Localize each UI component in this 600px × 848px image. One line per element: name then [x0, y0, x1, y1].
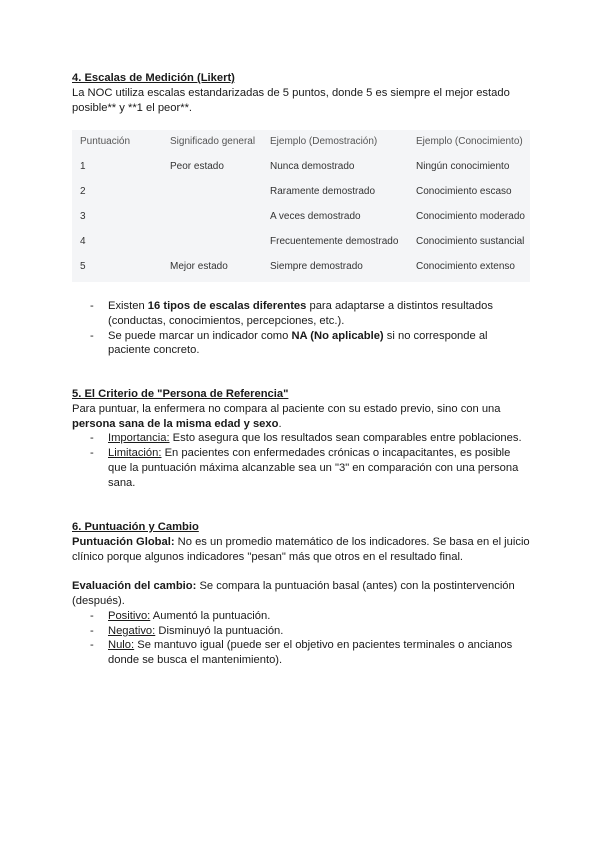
table-header-cell: Ejemplo (Conocimiento): [416, 136, 523, 148]
table-header-row: [72, 130, 530, 155]
table-cell: Nunca demostrado: [270, 161, 355, 173]
section-reference-person: [72, 387, 532, 491]
paragraph-text: No es un promedio matemático de los indicadores. Se basa en el juicio clínico porque algunos indicadores "pesan" más que otros en el resultado final.: [72, 535, 530, 563]
list-item-text: si no corresponde al paciente concreto.: [108, 329, 488, 357]
table-cell: Conocimiento moderado: [416, 211, 525, 223]
table-cell: A veces demostrado: [270, 211, 361, 223]
table-header-cell: Puntuación: [80, 136, 131, 148]
list-item-label: Importancia:: [108, 432, 170, 445]
table-cell: Siempre demostrado: [270, 261, 363, 273]
list-item-emphasis: NA (No aplicable): [291, 329, 384, 342]
list-item: [72, 638, 532, 668]
section-intro: [72, 402, 532, 432]
table-cell: 1: [80, 161, 86, 173]
intro-emphasis: persona sana de la misma edad y sexo: [72, 417, 279, 430]
list-item: [72, 329, 532, 359]
paragraph-label: Evaluación del cambio:: [72, 580, 197, 593]
table-cell: [170, 180, 270, 205]
list-item-label: Positivo:: [108, 609, 151, 622]
likert-table: [72, 130, 530, 282]
list-item: [72, 609, 532, 624]
table-cell: [170, 230, 270, 255]
paragraph-label: Puntuación Global:: [72, 535, 175, 548]
table-cell: Conocimiento sustancial: [416, 236, 525, 248]
table-cell: Frecuentemente demostrado: [270, 236, 399, 248]
table-cell: Conocimiento escaso: [416, 186, 512, 198]
change-evaluation-paragraph: [72, 579, 532, 609]
table-row: [72, 155, 530, 180]
table-header-cell: Significado general: [170, 136, 256, 148]
section-likert: [72, 71, 532, 115]
list-item: [72, 446, 532, 490]
table-cell: Peor estado: [170, 161, 224, 173]
list-item-text: para adaptarse a distintos resultados (conductas, conocimientos, percepciones, etc.).: [108, 300, 493, 327]
intro-text: Para puntuar, la enfermera no compara al paciente con su estado previo, sino con una: [72, 402, 501, 415]
list-item-text: Se mantuvo igual (puede ser el objetivo en pacientes terminales o ancianos donde se busca el mantenimiento).: [108, 639, 513, 667]
section-heading: 5. El Criterio de "Persona de Referencia": [72, 388, 289, 400]
list-item-text: Se puede marcar un indicador como: [108, 329, 292, 342]
table-row: [72, 230, 530, 255]
section-heading: 6. Puntuación y Cambio: [72, 521, 199, 533]
table-row: [72, 255, 530, 280]
paragraph-text: Se compara la puntuación basal (antes) con la postintervención (después).: [72, 580, 515, 607]
section-intro: La NOC utiliza escalas estandarizadas de 5 puntos, donde 5 es siempre el mejor estado posible** y **1 el peor**.: [72, 86, 510, 114]
table-cell: 5: [80, 261, 86, 273]
list-item-text: Aumentó la puntuación.: [150, 609, 271, 622]
list-item-text: En pacientes con enfermedades crónicas o incapacitantes, es posible que la puntuación máxima alcanzable sea un "3" en comparación con una persona sana.: [108, 447, 519, 489]
list-item-emphasis: 16 tipos de escalas diferentes: [147, 300, 307, 312]
likert-notes: [72, 299, 532, 358]
table-cell: Ningún conocimiento: [416, 161, 510, 173]
list-item: [72, 299, 532, 329]
table-cell: 3: [80, 211, 86, 223]
intro-text: .: [278, 417, 282, 430]
table-cell: Conocimiento extenso: [416, 261, 515, 273]
table-row: [72, 180, 530, 205]
section-score-change: [72, 520, 532, 668]
table-cell: 4: [80, 236, 86, 248]
list-item-text: Disminuyó la puntuación.: [155, 624, 284, 637]
section-heading: 4. Escalas de Medición (Likert): [72, 72, 235, 84]
table-cell: Mejor estado: [170, 261, 228, 273]
global-score-paragraph: [72, 535, 532, 565]
list-item-label: Nulo:: [108, 639, 135, 652]
table-row: [72, 205, 530, 230]
list-item: [72, 431, 532, 446]
list-item-label: Negativo:: [108, 624, 156, 637]
list-item-text: Esto asegura que los resultados sean comparables entre poblaciones.: [169, 432, 522, 445]
list-item-label: Limitación:: [108, 447, 162, 460]
table-cell: Raramente demostrado: [270, 186, 376, 198]
table-cell: [170, 205, 270, 230]
list-item: [72, 624, 532, 639]
table-cell: 2: [80, 186, 86, 198]
table-header-cell: Ejemplo (Demostración): [270, 136, 378, 148]
list-item-text: Existen: [108, 300, 148, 312]
